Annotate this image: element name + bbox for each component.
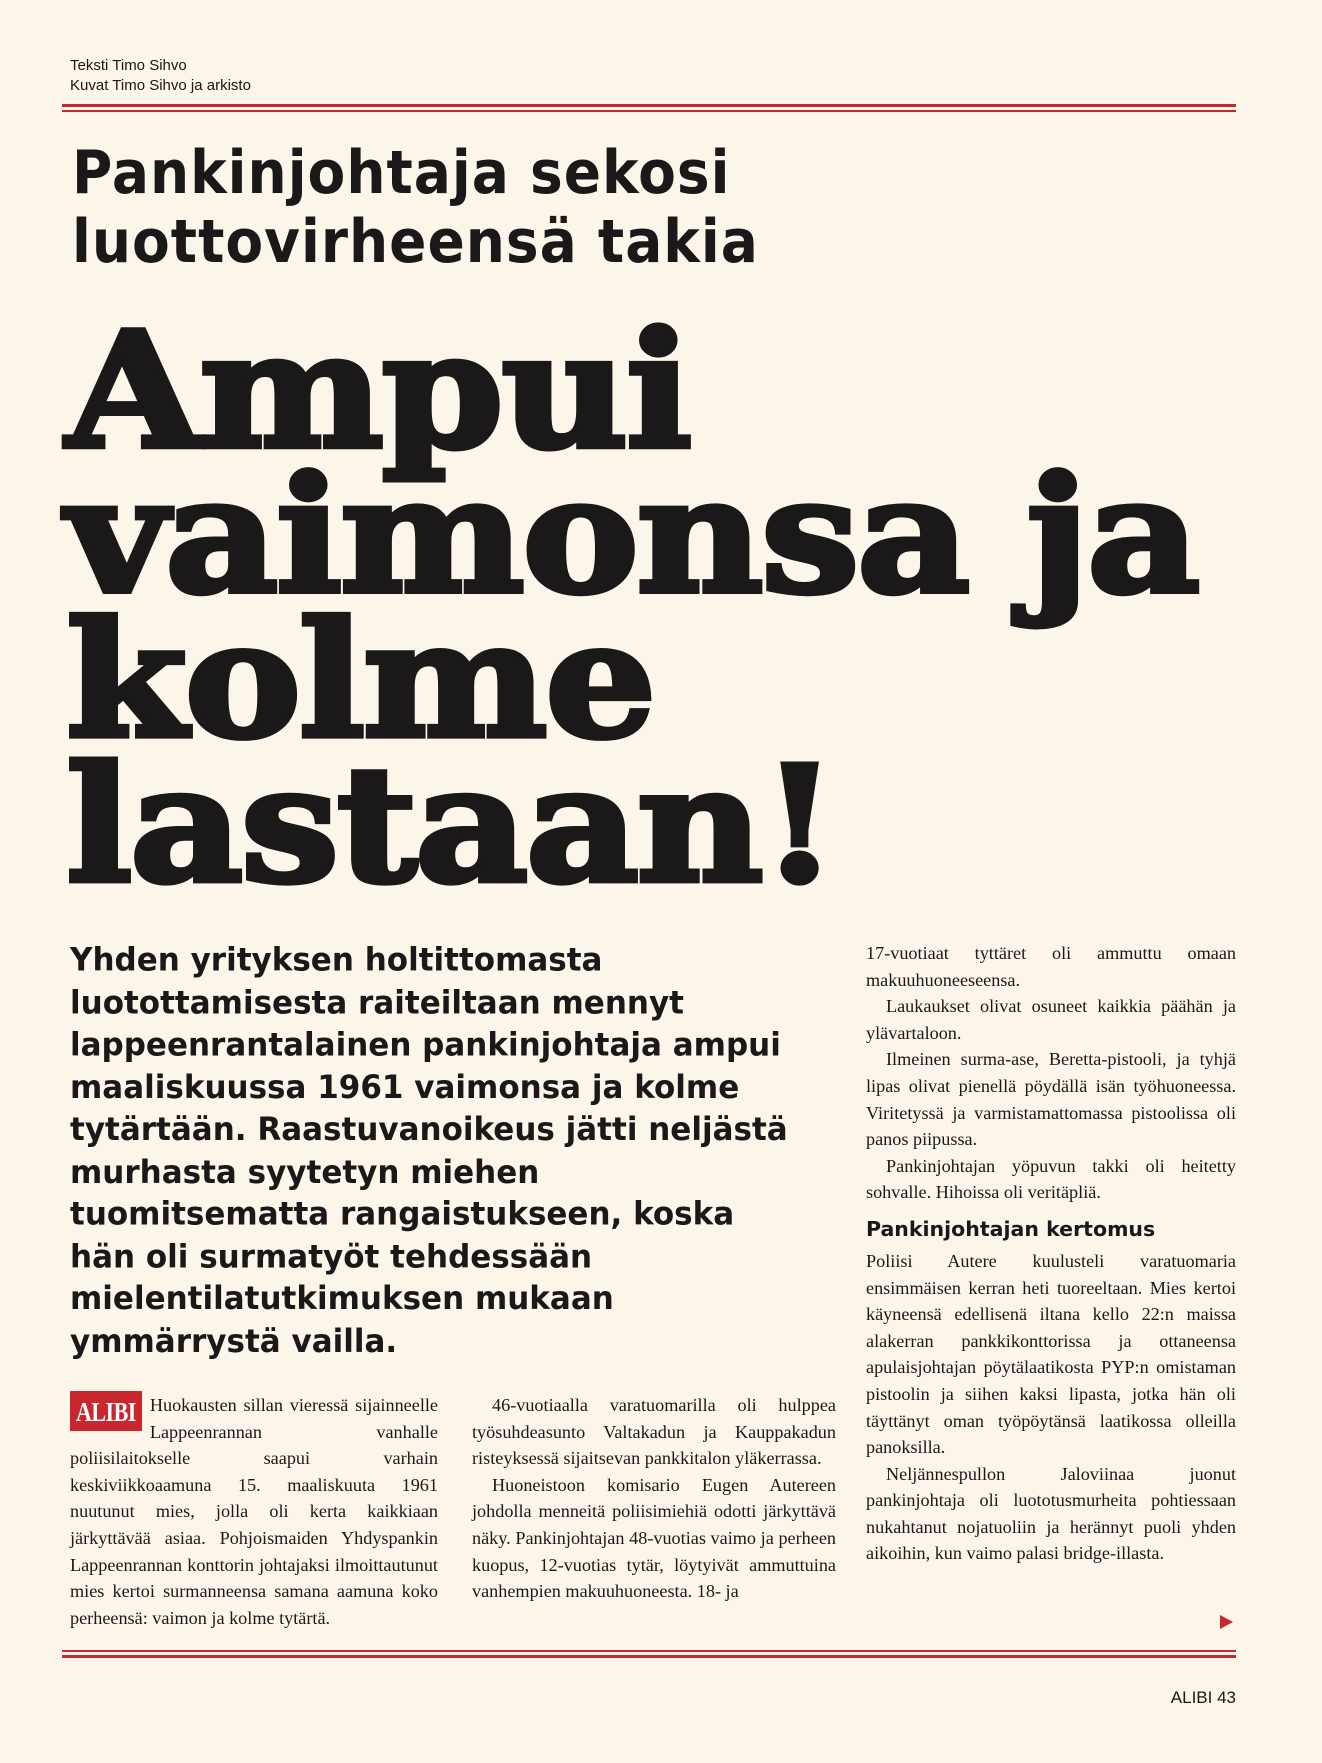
alibi-logo-badge: ALIBI (70, 1391, 142, 1431)
text-credit-author: Timo Sihvo (112, 57, 187, 74)
photo-credit-source: arkisto (206, 77, 251, 94)
body-paragraph: 17-vuotiaat tyttäret oli ammuttu omaan makuuhuoneeseensa. (866, 943, 1236, 990)
page-folio: ALIBI 43 (1170, 1688, 1236, 1707)
article-column-1 (70, 1392, 438, 1631)
bottom-divider-thin (62, 1650, 1236, 1652)
lede-paragraph: Yhden yrityksen holtittomasta luotottamisesta raiteiltaan mennyt lappeenrantalainen pankinjohtaja ampui maaliskuussa 1961 vaimonsa ja kolme tytärtään. Raastuvanoikeus jätti neljästä murhasta syytetyn miehen tuomitsematta rangaistukseen, koska hän oli surmatyöt tehdessään mielentilatutkimuksen mukaan ymmärrystä vailla. (70, 942, 788, 1360)
body-paragraph: Huoneistoon komisario Eugen Autereen johdolla menneitä poliisimiehiä odotti järkyttävä näky. Pankinjohtajan 48-vuotias vaimo ja perheen kuopus, 12-vuotias tytär, löytyivät ammuttuina vanhempien makuuhuoneesta. 18- ja (472, 1474, 836, 1602)
credits (70, 56, 251, 96)
body-paragraph: Huokausten sillan vieressä sijainneelle Lappeenrannan vanhalle poliisilaitokselle saapui varhain keskiviikkoaamuna 15. maaliskuuta 1961 nuutunut mies, jolla oli kerta kaikkiaan järkyttävää asiaa. Pohjoismaiden Yhdyspankin Lappeenrannan konttorin johtajaksi ilmoittautunut mies kertoi surmanneensa samana aamuna koko perheensä: vaimon ja kolme tytärtä. (70, 1395, 438, 1628)
subheadline-line: luottovirheensä takia (72, 207, 759, 277)
top-divider (62, 104, 1236, 107)
body-paragraph: Poliisi Autere kuulusteli varatuomaria ensimmäisen kerran heti tuoreeltaan. Mies kertoi käyneensä edellisenä iltana kello 22:n maissa alakerran pankkikonttorissa ja ottaneensa apulaisjohtajan pöytälaatikosta PYP:n omistaman pistoolin ja siihen kaksi lipasta, jotka hän oli täyttänyt oman työpöytänsä laatikossa olleilla panoksilla. (866, 1250, 1236, 1458)
subheadline-line: Pankinjohtaja sekosi (72, 138, 731, 208)
headline-line: vaimonsa ja (66, 441, 1198, 630)
body-paragraph: Neljännespullon Jaloviinaa juonut pankinjohtaja oli luototusmurheita pohtiessaan nukahtanut nojatuoliin ja herännyt puoli yhden aikoihin, kun vaimo palasi bridge-illasta. (866, 1463, 1236, 1564)
section-heading: Pankinjohtajan kertomus (866, 1216, 1156, 1241)
article-column-3 (866, 940, 1236, 1567)
body-paragraph: Pankinjohtajan yöpuvun takki oli heitetty sohvalle. Hihoissa oli veritäpliä. (866, 1155, 1236, 1203)
text-credit (70, 56, 251, 76)
triangle-right-icon (1220, 1615, 1233, 1629)
photo-credit-label: Kuvat (70, 77, 109, 94)
body-paragraph: 46-vuotiaalla varatuomarilla oli hulppea työsuhdeasunto Valtakadun ja Kauppakadun risteyksessä sijaitsevan pankkitalon yläkerrassa. (472, 1395, 836, 1469)
subheadline (72, 138, 972, 276)
top-divider-thin (62, 110, 1236, 112)
article-column-2 (472, 1392, 836, 1605)
body-paragraph: Ilmeinen surma-ase, Beretta-pistooli, ja tyhjä lipas olivat pienellä pöydällä isän työhuoneessa. Viritetyssä ja varmistamattomassa pistoolissa oli panos piipussa. (866, 1049, 1236, 1150)
headline-line: Ampui (66, 296, 690, 485)
headline-line: lastaan! (66, 730, 836, 919)
photo-credit (70, 76, 251, 96)
headline (66, 296, 1322, 919)
photo-credit-author: Timo Sihvo (112, 77, 187, 94)
photo-credit-and: ja (190, 77, 203, 94)
headline-line: kolme (66, 585, 654, 774)
bottom-divider (62, 1655, 1236, 1658)
body-paragraph: Laukaukset olivat osuneet kaikkia päähän ja ylävartaloon. (866, 996, 1236, 1043)
text-credit-label: Teksti (70, 57, 109, 74)
